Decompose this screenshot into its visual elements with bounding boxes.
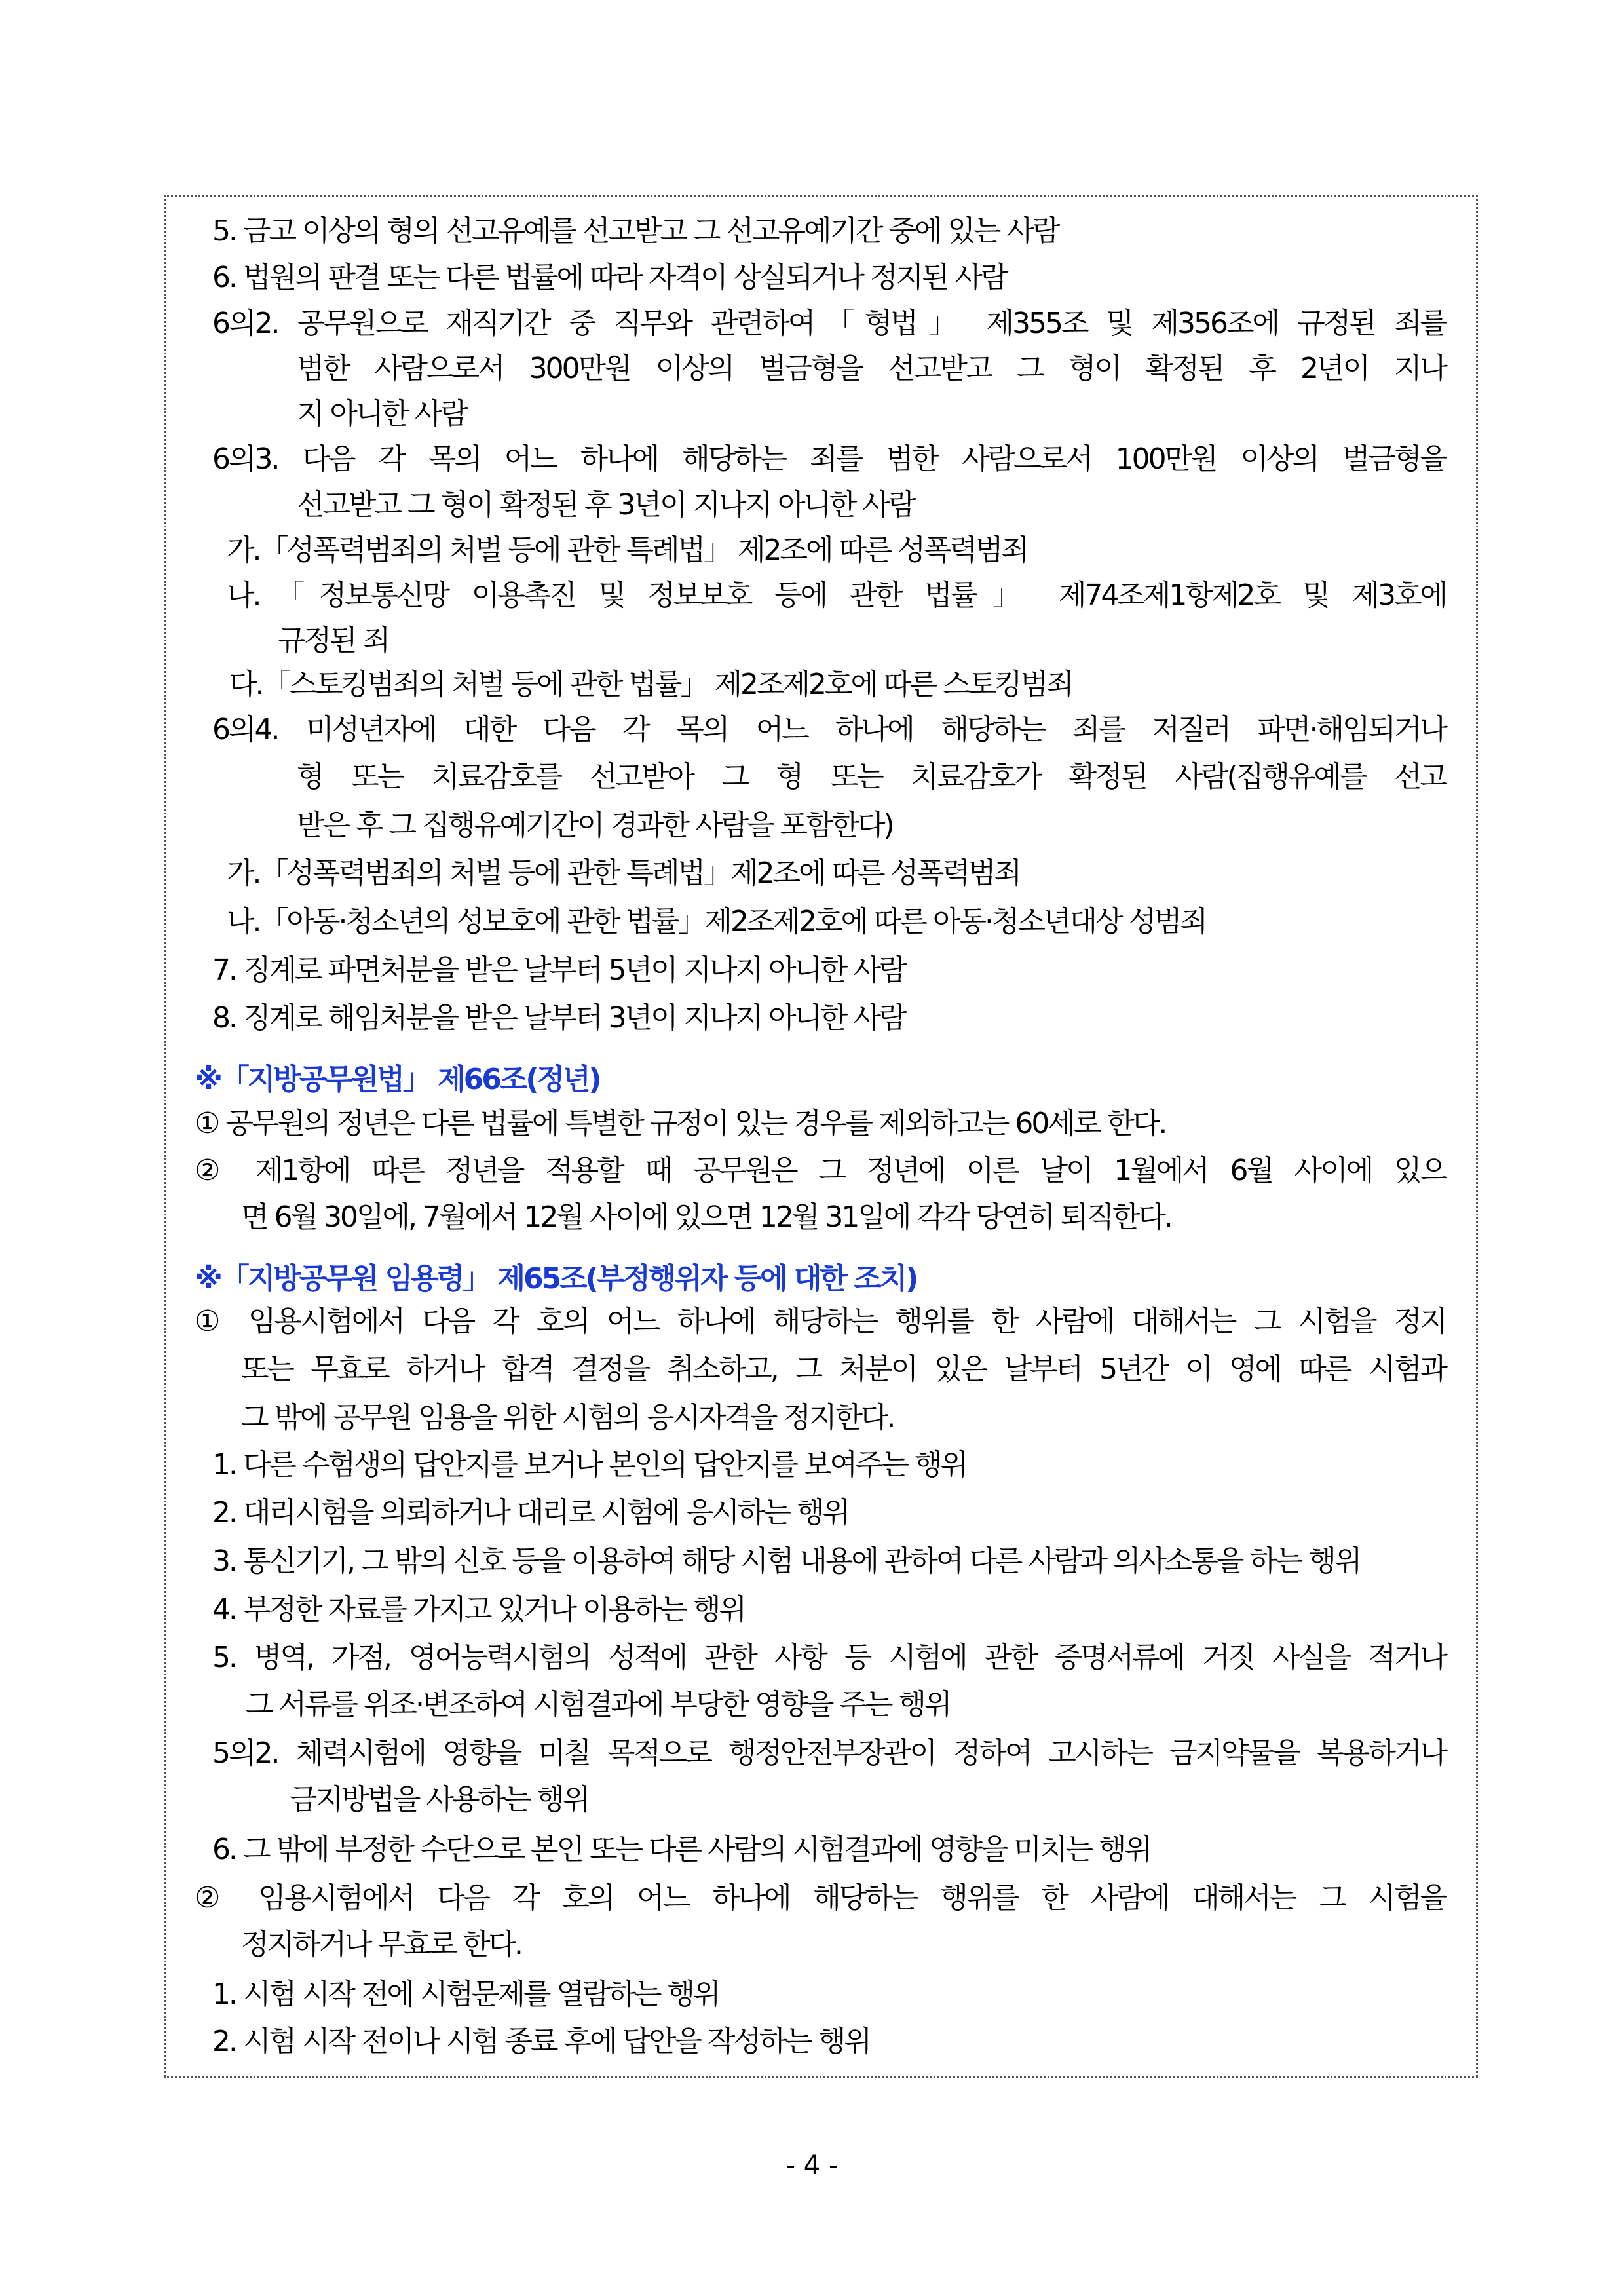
continuation-line: 정지하거나 무효로 한다. — [241, 1928, 521, 1961]
list-item: 2. 시험 시작 전이나 시험 종료 후에 답안을 작성하는 행위 — [212, 2025, 870, 2058]
list-item: 6의2. 공무원으로 재직기간 중 직무와 관련하여「형법」 제355조 및 제356조에 규정된 죄를 — [212, 307, 1446, 340]
continuation-line: 면 6월 30일에, 7월에서 12월 사이에 있으면 12월 31일에 각각 당연히 퇴직한다. — [241, 1200, 1171, 1234]
article-heading: ※「지방공무원법」 제66조(정년) — [195, 1063, 600, 1096]
paragraph: ② 임용시험에서 다음 각 호의 어느 하나에 해당하는 행위를 한 사람에 대해서는 그 시험을 — [195, 1881, 1446, 1915]
continuation-line: 형 또는 치료감호를 선고받아 그 형 또는 치료감호가 확정된 사람(집행유예를 선고 — [297, 760, 1446, 794]
continuation-line: 선고받고 그 형이 확정된 후 3년이 지나지 아니한 사람 — [297, 488, 915, 522]
paragraph: ② 제1항에 따른 정년을 적용할 때 공무원은 그 정년에 이른 날이 1월에서 6월 사이에 있으 — [195, 1154, 1446, 1187]
continuation-line: 그 서류를 위조·변조하여 시험결과에 부당한 영향을 주는 행위 — [246, 1688, 951, 1721]
article-heading: ※「지방공무원 임용령」 제65조(부정행위자 등에 대한 조치) — [195, 1262, 917, 1295]
list-item: 2. 대리시험을 의뢰하거나 대리로 시험에 응시하는 행위 — [212, 1496, 848, 1529]
sub-item: 가.「성폭력범죄의 처벌 등에 관한 특례법」 제2조에 따른 성폭력범죄 — [227, 533, 1027, 567]
continuation-line: 받은 후 그 집행유예기간이 경과한 사람을 포함한다) — [297, 809, 893, 842]
paragraph: ① 임용시험에서 다음 각 호의 어느 하나에 해당하는 행위를 한 사람에 대해서는 그 시험을 정지 — [195, 1305, 1446, 1338]
list-item: 5의2. 체력시험에 영향을 미칠 목적으로 행정안전부장관이 정하여 고시하는 금지약물을 복용하거나 — [212, 1736, 1446, 1770]
list-item: 8. 징계로 해임처분을 받은 날부터 3년이 지나지 아니한 사람 — [212, 1001, 905, 1035]
continuation-line: 또는 무효로 하거나 합격 결정을 취소하고, 그 처분이 있은 날부터 5년간 이 영에 따른 시험과 — [241, 1352, 1446, 1386]
list-item: 6의4. 미성년자에 대한 다음 각 목의 어느 하나에 해당하는 죄를 저질러 파면·해임되거나 — [212, 713, 1446, 746]
list-item: 6의3. 다음 각 목의 어느 하나에 해당하는 죄를 범한 사람으로서 100만원 이상의 벌금형을 — [212, 442, 1446, 476]
continuation-line: 범한 사람으로서 300만원 이상의 벌금형을 선고받고 그 형이 확정된 후 2년이 지나 — [297, 352, 1446, 385]
list-item: 6. 법원의 판결 또는 다른 법률에 따라 자격이 상실되거나 정지된 사람 — [212, 261, 1007, 294]
list-item: 1. 시험 시작 전에 시험문제를 열람하는 행위 — [212, 1978, 719, 2011]
continuation-line: 규정된 죄 — [278, 624, 389, 657]
sub-item: 가.「성폭력범죄의 처벌 등에 관한 특례법」제2조에 따른 성폭력범죄 — [227, 856, 1020, 890]
continuation-line: 금지방법을 사용하는 행위 — [290, 1783, 589, 1816]
list-item: 4. 부정한 자료를 가지고 있거나 이용하는 행위 — [212, 1593, 745, 1626]
continuation-line: 그 밖에 공무원 임용을 위한 시험의 응시자격을 정지한다. — [241, 1401, 894, 1434]
list-item: 5. 병역, 가점, 영어능력시험의 성적에 관한 사항 등 시험에 관한 증명서류에 거짓 사실을 적거나 — [212, 1641, 1446, 1674]
sub-item: 나.「아동·청소년의 성보호에 관한 법률」제2조제2호에 따른 아동·청소년대상 성범죄 — [227, 905, 1206, 938]
sub-item: 나.「정보통신망 이용촉진 및 정보보호 등에 관한 법률」 제74조제1항제2호 및 제3호에 — [227, 579, 1446, 612]
list-item: 6. 그 밖에 부정한 수단으로 본인 또는 다른 사람의 시험결과에 영향을 미치는 행위 — [212, 1833, 1150, 1866]
sub-item: 다.「스토킹범죄의 처벌 등에 관한 법률」 제2조제2호에 따른 스토킹범죄 — [229, 668, 1072, 701]
page-number: - 4 - — [785, 2151, 839, 2181]
list-item: 7. 징계로 파면처분을 받은 날부터 5년이 지나지 아니한 사람 — [212, 953, 905, 987]
continuation-line: 지 아니한 사람 — [297, 397, 466, 430]
quoted-provisions-box — [164, 195, 1478, 2078]
list-item: 1. 다른 수험생의 답안지를 보거나 본인의 답안지를 보여주는 행위 — [212, 1448, 966, 1482]
list-item: 3. 통신기기, 그 밖의 신호 등을 이용하여 해당 시험 내용에 관하여 다른 사람과 의사소통을 하는 행위 — [212, 1544, 1361, 1578]
list-item: 5. 금고 이상의 형의 선고유예를 선고받고 그 선고유예기간 중에 있는 사람 — [212, 214, 1059, 248]
paragraph: ① 공무원의 정년은 다른 법률에 특별한 규정이 있는 경우를 제외하고는 60세로 한다. — [195, 1107, 1166, 1140]
